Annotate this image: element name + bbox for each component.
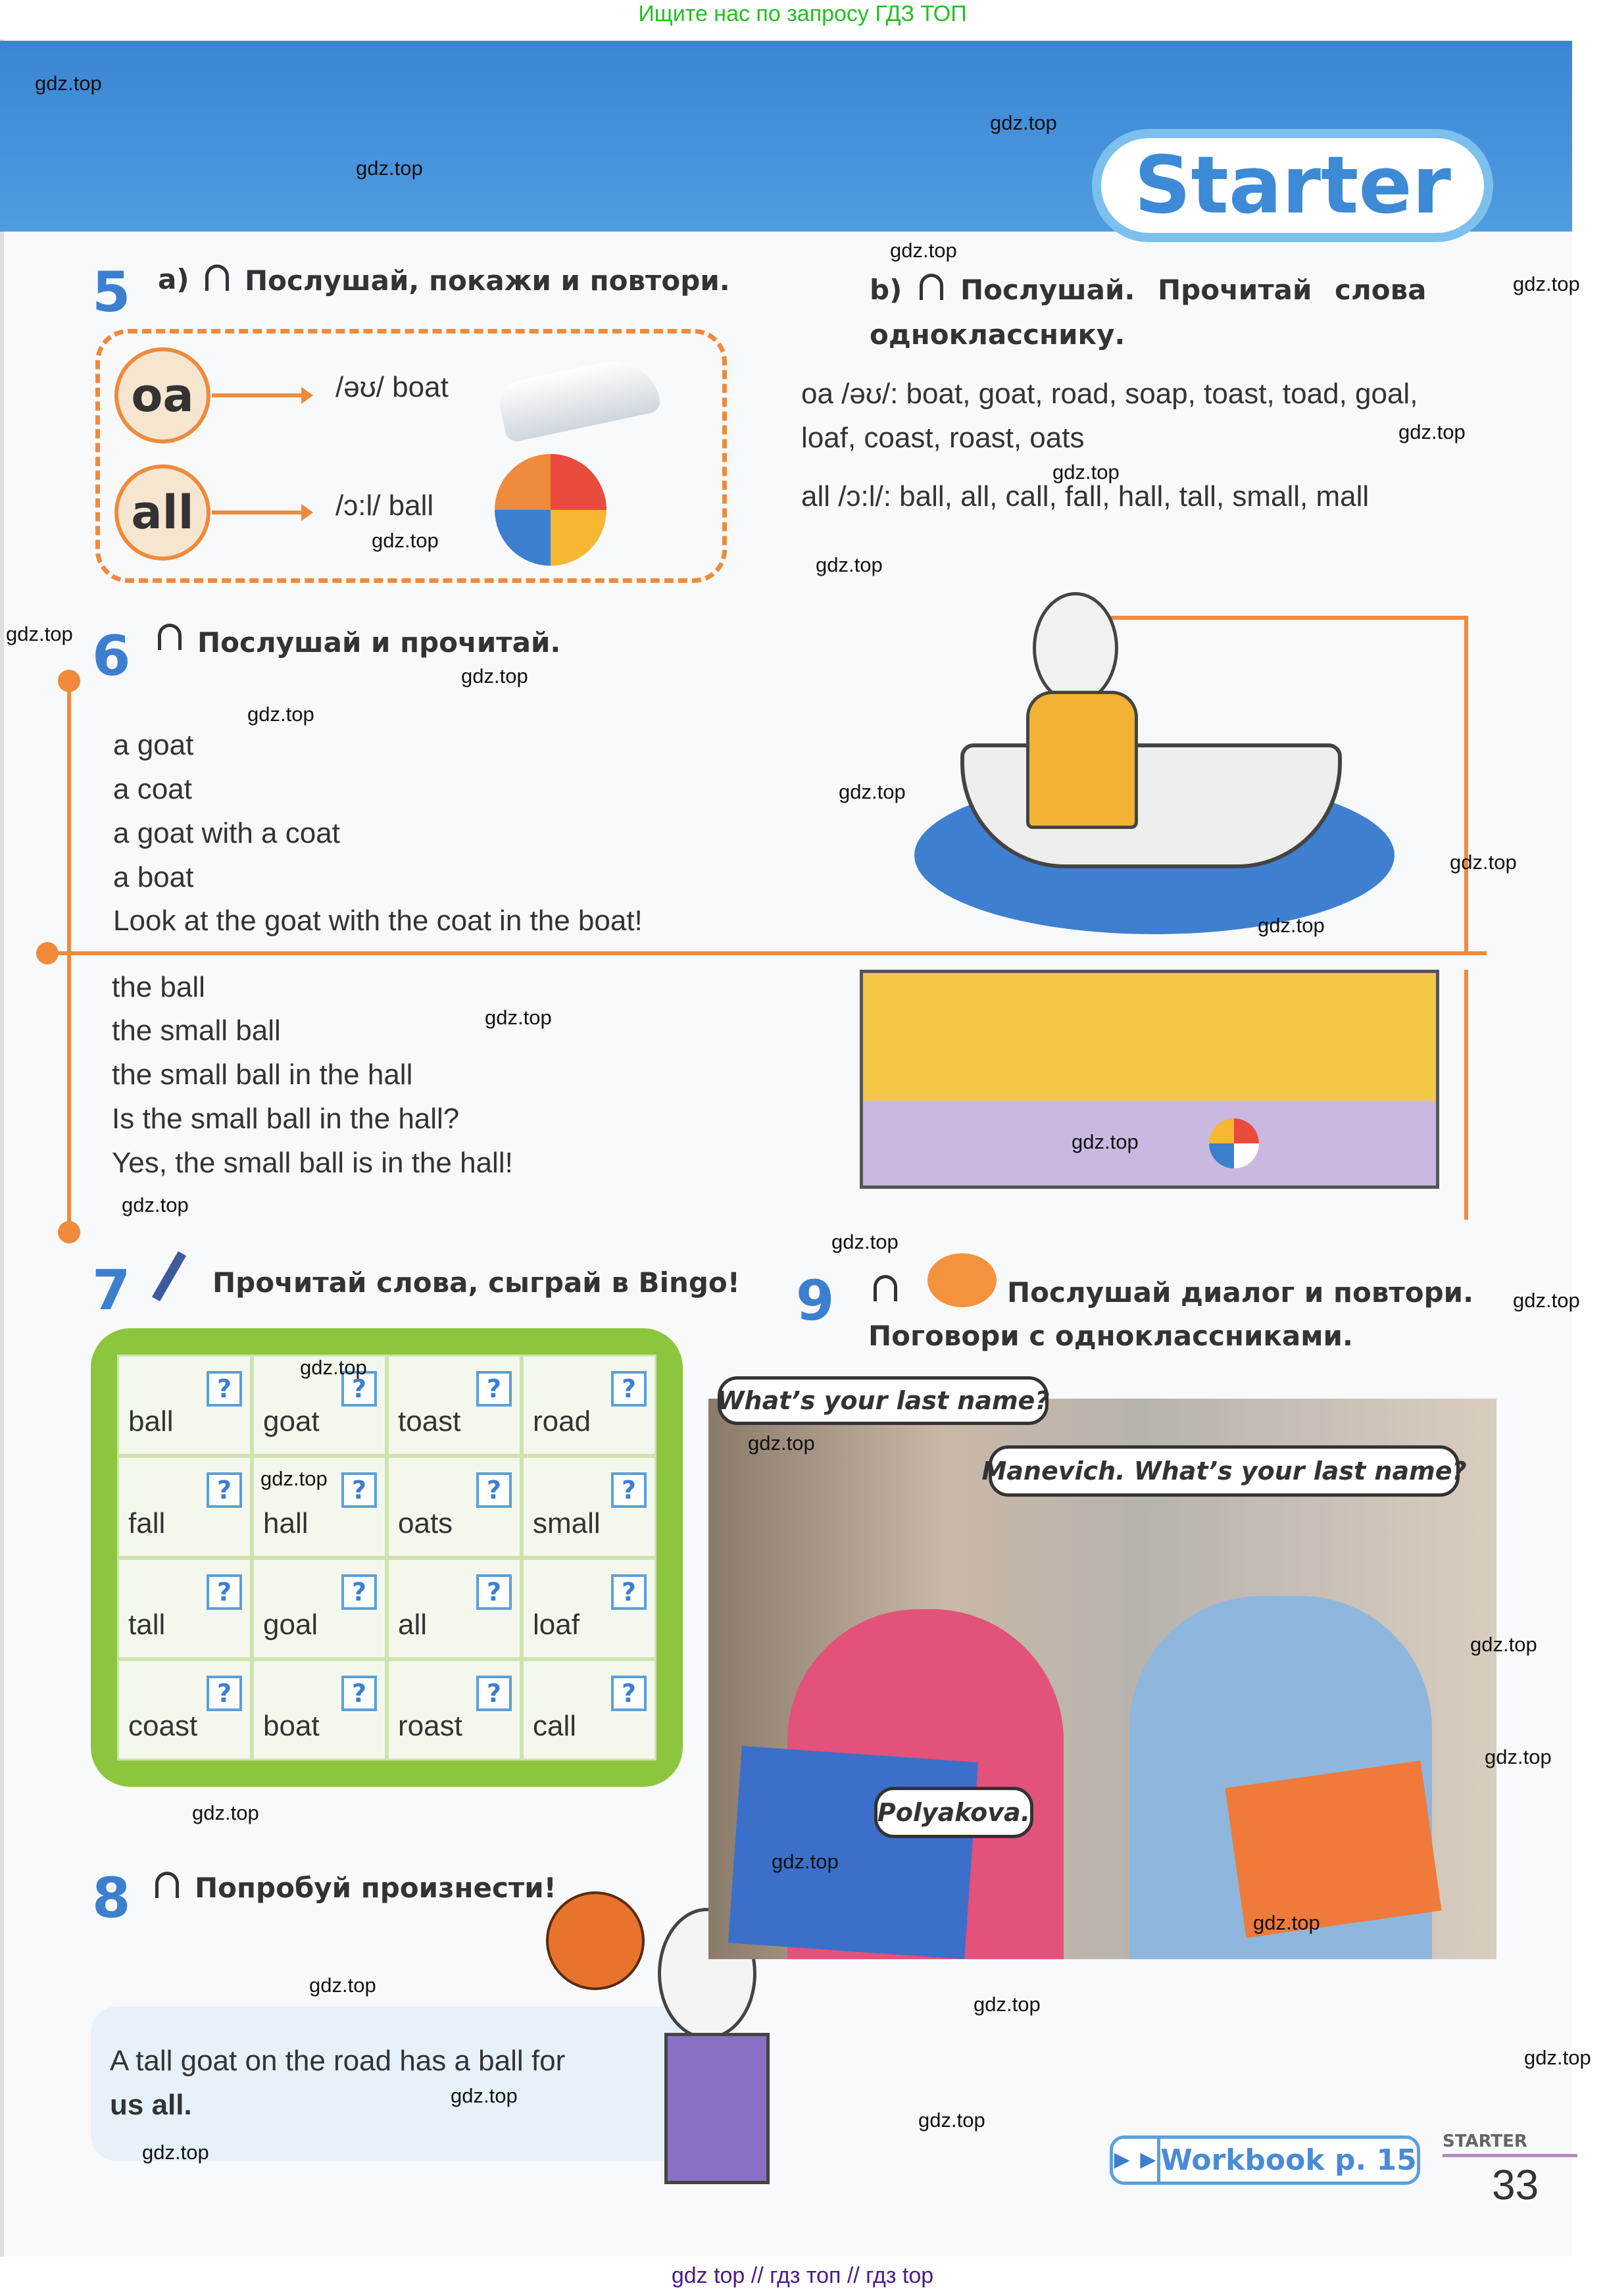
arrow-icon	[212, 511, 304, 514]
question-mark-box[interactable]: ?	[207, 1676, 242, 1711]
watermark: gdz.top	[309, 1974, 376, 1997]
watermark: gdz.top	[1398, 420, 1466, 443]
watermark: gdz.top	[451, 2084, 518, 2107]
divider-line	[44, 951, 1487, 955]
page-number: 33	[1492, 2161, 1539, 2209]
bingo-cell[interactable]	[522, 1355, 656, 1456]
question-mark-box[interactable]: ?	[341, 1574, 377, 1610]
sound-all: /ɔ:l/ ball	[335, 489, 434, 522]
reading-line: Yes, the small ball is in the hall!	[112, 1147, 513, 1179]
question-mark-box[interactable]: ?	[611, 1371, 647, 1407]
bingo-cell[interactable]	[522, 1558, 656, 1659]
reading-line: a goat	[113, 729, 194, 761]
workbook-label: Workbook p. 15	[1160, 2143, 1417, 2177]
question-mark-box[interactable]: ?	[611, 1676, 647, 1711]
bingo-cell[interactable]	[387, 1558, 522, 1659]
dot	[36, 942, 59, 964]
question-mark-box[interactable]: ?	[476, 1472, 512, 1508]
dot	[58, 670, 80, 692]
letter-circle-all: all	[114, 464, 210, 561]
bingo-word: hall	[263, 1507, 309, 1539]
workbook-link[interactable]	[1110, 2135, 1420, 2185]
question-mark-box[interactable]: ?	[341, 1676, 377, 1711]
blue-folder-image	[728, 1746, 978, 1959]
exercise-title-cont: однокласснику.	[870, 318, 1125, 351]
exercise-label: b)	[870, 274, 902, 306]
tongue-twister-line: A tall goat on the road has a ball for	[110, 2045, 566, 2077]
arrow-icon	[212, 393, 304, 397]
exercise-title: Послушай. Прочитай слова	[960, 274, 1427, 306]
question-mark-box[interactable]: ?	[341, 1371, 377, 1407]
tongue-twister-box	[91, 2007, 689, 2161]
goat-coat-image	[1026, 691, 1138, 829]
reading-line: a goat with a coat	[113, 817, 340, 849]
reading-line: the ball	[112, 971, 205, 1003]
question-mark-box[interactable]: ?	[207, 1371, 242, 1407]
dot	[58, 1221, 80, 1243]
watermark: gdz.top	[1513, 1289, 1580, 1312]
speech-bubble: Manevich. What’s your last name?	[989, 1445, 1460, 1497]
bingo-grid	[117, 1355, 656, 1760]
watermark: gdz.top	[356, 157, 423, 180]
watermark: gdz.top	[461, 664, 528, 687]
watermark: gdz.top	[1052, 461, 1120, 484]
exercise-title: Послушай диалог и повтори.	[1007, 1276, 1474, 1309]
word-list-oa: oa /əʊ/: boat, goat, road, soap, toast, toad, goal,	[801, 378, 1418, 410]
watermark: gdz.top	[748, 1432, 815, 1455]
hall-image	[860, 970, 1439, 1189]
watermark: gdz.top	[831, 1230, 899, 1253]
exercise-label: a)	[158, 263, 189, 295]
reading-line: the small ball in the hall	[112, 1059, 413, 1091]
bingo-word: road	[533, 1405, 591, 1438]
bingo-cell[interactable]	[387, 1355, 522, 1456]
watermark: gdz.top	[772, 1850, 839, 1873]
bingo-word: boat	[263, 1710, 320, 1742]
bingo-cell[interactable]	[387, 1659, 522, 1760]
question-mark-box[interactable]: ?	[341, 1472, 377, 1508]
bingo-word: small	[533, 1507, 601, 1539]
divider-line	[67, 681, 71, 1230]
watermark: gdz.top	[260, 1467, 328, 1490]
watermark: gdz.top	[1513, 272, 1580, 295]
headphones-icon[interactable]	[158, 624, 182, 650]
fast-forward-icon: ►►	[1113, 2139, 1160, 2182]
bracket-line	[1464, 970, 1468, 1220]
question-mark-box[interactable]: ?	[476, 1676, 512, 1711]
sound-oa: /əʊ/ boat	[335, 371, 449, 403]
goat-shirt-image	[664, 2033, 770, 2184]
word-list-all: all /ɔ:l/: ball, all, call, fall, hall, tall, small, mall	[801, 480, 1370, 512]
bingo-cell[interactable]	[252, 1659, 387, 1760]
basketball-image	[546, 1891, 645, 1990]
watermark: gdz.top	[890, 239, 957, 262]
bingo-word: call	[533, 1710, 577, 1742]
bingo-cell[interactable]	[117, 1355, 252, 1456]
reading-line: Look at the goat with the coat in the boat!	[113, 905, 643, 937]
question-mark-box[interactable]: ?	[611, 1574, 647, 1610]
bingo-word: goat	[263, 1405, 320, 1438]
speech-bubble: What’s your last name?	[718, 1376, 1049, 1425]
question-mark-box[interactable]: ?	[207, 1472, 242, 1508]
bingo-cell[interactable]	[117, 1659, 252, 1760]
reading-line: a boat	[113, 861, 194, 893]
watermark: gdz.top	[192, 1801, 259, 1824]
watermark: gdz.top	[1470, 1633, 1537, 1656]
question-mark-box[interactable]: ?	[207, 1574, 242, 1610]
reading-line: a coat	[113, 773, 192, 805]
tongue-twister-line: us all.	[110, 2089, 192, 2121]
rowboat-image	[960, 743, 1342, 868]
bingo-word: oats	[398, 1507, 453, 1539]
headphones-icon[interactable]	[920, 274, 943, 300]
watermark: gdz.top	[1524, 2046, 1591, 2069]
speech-bubble-icon	[927, 1253, 997, 1307]
question-mark-box[interactable]: ?	[476, 1574, 512, 1610]
word-list-oa-cont: loaf, coast, roast, oats	[801, 422, 1085, 454]
exercise-number: 9	[796, 1268, 835, 1333]
watermark: gdz.top	[300, 1356, 367, 1379]
bingo-word: roast	[398, 1710, 462, 1742]
bingo-board	[91, 1328, 683, 1787]
bingo-word: ball	[128, 1405, 174, 1438]
watermark: gdz.top	[1072, 1130, 1139, 1153]
speech-bubble: Polyakova.	[874, 1787, 1033, 1838]
bingo-word: coast	[128, 1710, 198, 1742]
question-mark-box[interactable]: ?	[611, 1472, 647, 1508]
bingo-word: toast	[398, 1405, 461, 1438]
small-ball-image	[1209, 1118, 1259, 1168]
exercise-number: 8	[92, 1866, 131, 1930]
question-mark-box[interactable]: ?	[476, 1371, 512, 1407]
bracket-line	[1464, 616, 1468, 951]
bingo-cell[interactable]	[522, 1659, 656, 1760]
watermark: gdz.top	[816, 553, 883, 576]
exercise-title: Попробуй произнести!	[195, 1872, 556, 1904]
bingo-word: loaf	[533, 1608, 580, 1641]
reading-line: Is the small ball in the hall?	[112, 1103, 460, 1135]
watermark: gdz.top	[6, 622, 73, 645]
bingo-cell[interactable]	[117, 1558, 252, 1659]
bingo-word: all	[398, 1608, 428, 1641]
headphones-icon[interactable]	[874, 1275, 897, 1301]
watermark: gdz.top	[142, 2141, 209, 2164]
watermark: gdz.top	[485, 1006, 552, 1029]
watermark: gdz.top	[372, 529, 439, 552]
exercise-number: 5	[92, 260, 131, 324]
watermark: gdz.top	[990, 111, 1057, 134]
section-label: STARTER	[1443, 2132, 1577, 2157]
watermark: gdz.top	[122, 1193, 189, 1216]
watermark: gdz.top	[247, 703, 314, 726]
reading-line: the small ball	[112, 1014, 281, 1047]
exercise-title: Прочитай слова, сыграй в Bingo!	[212, 1266, 740, 1299]
bingo-word: goal	[263, 1608, 318, 1641]
watermark: gdz.top	[1485, 1745, 1552, 1768]
bingo-cell[interactable]	[117, 1456, 252, 1557]
bingo-word: tall	[128, 1608, 166, 1641]
headphones-icon[interactable]	[155, 1872, 179, 1898]
bingo-cell[interactable]	[387, 1456, 522, 1557]
bingo-word: fall	[128, 1507, 166, 1539]
bingo-cell[interactable]	[252, 1558, 387, 1659]
watermark: gdz.top	[1450, 851, 1517, 874]
ball-image	[495, 454, 606, 566]
watermark: gdz.top	[1258, 914, 1325, 937]
exercise-title: Послушай и прочитай.	[197, 626, 561, 659]
unit-title: Starter	[1092, 129, 1493, 242]
watermark: gdz.top	[839, 780, 906, 803]
watermark: gdz.top	[974, 1993, 1041, 2016]
footer-note: gdz top // гдз топ // гдз top	[671, 2263, 934, 2288]
bracket-line	[1087, 616, 1468, 620]
goat-head-image	[1033, 592, 1118, 704]
exercise-number: 7	[92, 1258, 131, 1322]
headphones-icon[interactable]	[205, 264, 229, 291]
exercise-title-cont: Поговори с одноклассниками.	[868, 1320, 1353, 1352]
exercise-number: 6	[92, 624, 131, 688]
letter-circle-oa: oa	[114, 347, 210, 443]
watermark: gdz.top	[1253, 1911, 1320, 1934]
search-hint: Ищите нас по запросу ГДЗ ТОП	[638, 1, 967, 26]
exercise-title: Послушай, покажи и повтори.	[245, 264, 730, 297]
bingo-cell[interactable]	[522, 1456, 656, 1557]
watermark: gdz.top	[918, 2109, 985, 2132]
watermark: gdz.top	[35, 72, 102, 95]
